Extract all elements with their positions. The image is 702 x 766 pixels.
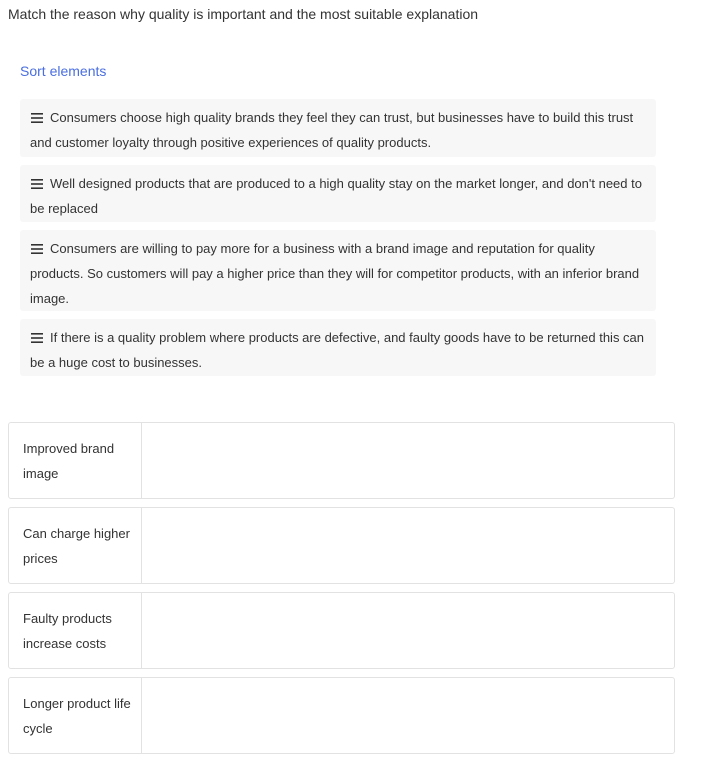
match-row-higher-prices xyxy=(8,507,675,584)
sortable-item-text: Consumers choose high quality brands they feel they can trust, but businesses have to build this trust and customer loyalty through positive experiences of quality products. xyxy=(30,110,634,150)
match-row-faulty-products xyxy=(8,592,675,669)
sortable-item-text: If there is a quality problem where products are defective, and faulty goods have to be returned this can be a huge cost to businesses. xyxy=(30,330,645,370)
match-row-brand-image xyxy=(8,422,675,499)
drop-zone[interactable] xyxy=(143,593,674,668)
match-row-life-cycle xyxy=(8,677,675,754)
drop-zone[interactable] xyxy=(143,508,674,583)
drag-handle-icon[interactable] xyxy=(30,333,44,343)
sort-elements-title: Sort elements xyxy=(20,63,107,79)
match-label: Improved brand image xyxy=(9,423,142,498)
match-label: Longer product life cycle xyxy=(9,678,142,753)
sortable-item-pay-more[interactable] xyxy=(20,230,656,311)
sortable-item-market-longer[interactable] xyxy=(20,165,656,222)
drag-handle-icon[interactable] xyxy=(30,244,44,254)
match-label: Faulty products increase costs xyxy=(9,593,142,668)
sortable-item-defective[interactable] xyxy=(20,319,656,376)
drag-handle-icon[interactable] xyxy=(30,179,44,189)
sortable-item-text: Consumers are willing to pay more for a business with a brand image and reputation for quality products. So customers will pay a higher price than they will for competitor products, with an inferior brand image. xyxy=(30,241,640,306)
match-label: Can charge higher prices xyxy=(9,508,142,583)
drag-handle-icon[interactable] xyxy=(30,113,44,123)
question-text: Match the reason why quality is important and the most suitable explanation xyxy=(8,6,479,22)
drop-zone[interactable] xyxy=(143,423,674,498)
drop-zone[interactable] xyxy=(143,678,674,753)
sortable-item-text: Well designed products that are produced to a high quality stay on the market longer, and don't need to be replaced xyxy=(30,176,642,216)
sortable-item-trust[interactable] xyxy=(20,99,656,157)
